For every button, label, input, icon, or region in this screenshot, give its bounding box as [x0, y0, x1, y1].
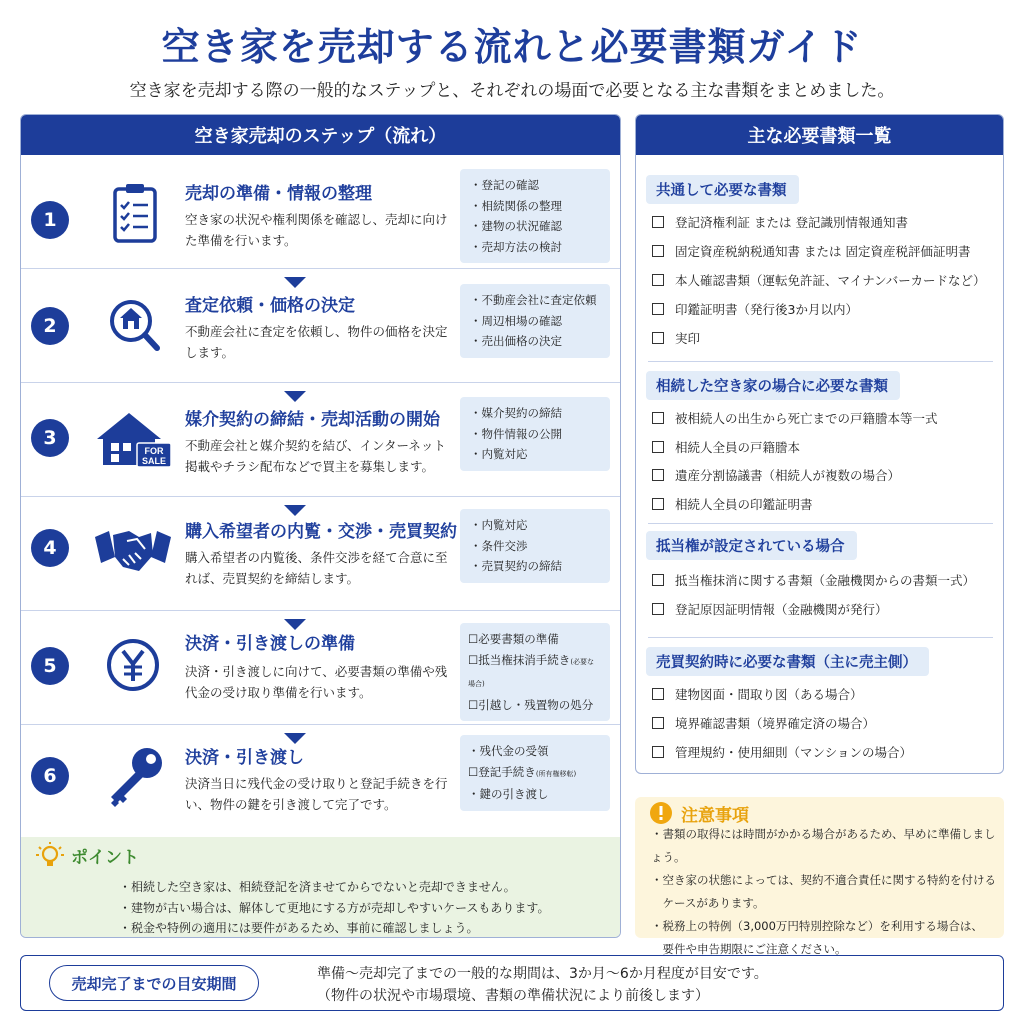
- flow-arrow: [284, 505, 306, 516]
- lightbulb-icon: [35, 841, 65, 871]
- clipboard-checklist-icon: [93, 181, 173, 247]
- handshake-icon: [93, 519, 173, 585]
- checklist-item: ・条件交渉: [470, 538, 528, 553]
- steps-panel: [20, 114, 621, 938]
- step-number: 2: [31, 307, 69, 345]
- doc-checkbox-item[interactable]: [652, 213, 908, 231]
- step-5: [21, 611, 620, 725]
- point-item: ・相続した空き家は、相続登記を済ませてからでないと売却できません。: [119, 880, 516, 894]
- doc-item-label: 固定資産税納税通知書 または 固定資産税評価証明書: [675, 244, 971, 259]
- documents-panel: [635, 114, 1004, 774]
- step-checklist: [460, 397, 610, 471]
- step-number: 1: [31, 201, 69, 239]
- divider: [648, 523, 993, 524]
- checklist-item: ・内覧対応: [470, 518, 528, 532]
- point-list: [119, 877, 549, 938]
- checklist-item: ・物件情報の公開: [470, 426, 562, 441]
- step-title: 決済・引き渡し: [185, 748, 304, 768]
- house-magnifier-icon: [93, 291, 173, 357]
- checklist-item: ・鍵の引き渡し: [468, 787, 549, 801]
- step-checklist: [460, 169, 610, 263]
- warning-icon: [649, 801, 673, 825]
- checkbox-icon[interactable]: [652, 245, 664, 257]
- checklist-item-note: (必要な場合): [468, 657, 595, 688]
- page-title: 空き家を売却する流れと必要書類ガイド: [161, 25, 863, 69]
- doc-checkbox-item[interactable]: [652, 242, 970, 260]
- checkbox-icon[interactable]: [652, 332, 664, 344]
- step-title: 媒介契約の締結・売却活動の開始: [185, 410, 440, 430]
- checkbox-icon[interactable]: [652, 412, 664, 424]
- checkbox-icon[interactable]: [652, 441, 664, 453]
- checkbox-icon[interactable]: [652, 688, 664, 700]
- doc-item-label: 印鑑証明書（発行後3か月以内）: [675, 302, 858, 317]
- checkbox-icon[interactable]: [652, 469, 664, 481]
- doc-checkbox-item[interactable]: [652, 685, 863, 703]
- caution-line: ・書類の取得には時間がかかる場合があるため、早めに準備しましょう。: [651, 827, 996, 864]
- checklist-item: ・建物の状況確認: [470, 219, 562, 233]
- sign-text-top: FOR: [144, 446, 164, 456]
- point-item: ・税金や特例の適用には要件があるため、事前に確認しましょう。: [119, 921, 479, 935]
- checklist-item: [468, 762, 600, 785]
- caution-line: 要件や申告期限にご注意ください。: [651, 942, 847, 956]
- flow-arrow: [284, 391, 306, 402]
- checkbox-icon[interactable]: [652, 717, 664, 729]
- doc-item-label: 登記原因証明情報（金融機関が発行）: [675, 602, 888, 617]
- checklist-item: ・相続関係の整理: [470, 198, 562, 213]
- divider: [648, 361, 993, 362]
- caution-line: ・税務上の特例（3,000万円特別控除など）を利用する場合は、: [651, 919, 983, 933]
- doc-item-label: 建物図面・間取り図（ある場合）: [675, 687, 863, 702]
- timeline-text: [317, 963, 768, 1007]
- step-description: 決済当日に残代金の受け取りと登記手続きを行い、物件の鍵を引き渡して完了です。: [185, 776, 448, 812]
- flow-arrow: [284, 619, 306, 630]
- house-for-sale-icon: [93, 409, 173, 475]
- checklist-item: ・売買契約の締結: [470, 559, 562, 573]
- doc-checkbox-item[interactable]: [652, 714, 875, 732]
- checkbox-icon[interactable]: [652, 746, 664, 758]
- doc-checkbox-item[interactable]: [652, 409, 938, 427]
- checkbox-icon[interactable]: [652, 498, 664, 510]
- checklist-item-text: ☐登記手続き: [468, 764, 536, 779]
- divider: [648, 637, 993, 638]
- timeline-line: （物件の状況や市場環境、書類の準備状況により前後します）: [317, 988, 709, 1004]
- doc-item-label: 登記済権利証 または 登記識別情報通知書: [675, 215, 908, 230]
- steps-panel-heading: 空き家売却のステップ（流れ）: [21, 115, 620, 155]
- checkbox-icon[interactable]: [652, 603, 664, 615]
- checkbox-icon[interactable]: [652, 574, 664, 586]
- step-description: 不動産会社と媒介契約を結び、インターネット掲載やチラシ配布などで買主を募集します。: [185, 438, 446, 474]
- step-checklist: [460, 735, 610, 811]
- checkbox-icon[interactable]: [652, 303, 664, 315]
- sign-text-bottom: SALE: [141, 456, 167, 466]
- step-number: 6: [31, 757, 69, 795]
- step-6: [21, 725, 620, 839]
- step-title: 査定依頼・価格の決定: [185, 296, 355, 316]
- point-section: [21, 837, 621, 938]
- checklist-item: ・周辺相場の確認: [470, 313, 562, 328]
- doc-item-label: 境界確認書類（境界確定済の場合）: [675, 716, 876, 731]
- checklist-item: [468, 650, 600, 695]
- doc-item-label: 実印: [675, 331, 701, 346]
- checklist-item: ・媒介契約の締結: [470, 406, 562, 420]
- timeline-label: 売却完了までの目安期間: [49, 965, 259, 1001]
- key-icon: [93, 743, 173, 809]
- checklist-item: ☐引越し・残置物の処分: [468, 697, 594, 712]
- doc-checkbox-item[interactable]: [652, 600, 888, 618]
- step-title: 購入希望者の内覧・交渉・売買契約: [185, 522, 457, 542]
- timeline-line: 準備〜売却完了までの一般的な期間は、3か月〜6か月程度が目安です。: [317, 966, 768, 982]
- checklist-item: ・残代金の受領: [468, 744, 549, 758]
- doc-section-tag: 売買契約時に必要な書類（主に売主側）: [646, 647, 929, 676]
- step-checklist: [460, 509, 610, 583]
- doc-section-tag: 共通して必要な書類: [646, 175, 799, 204]
- caution-box: [635, 797, 1004, 956]
- doc-item-label: 被相続人の出生から死亡までの戸籍謄本等一式: [675, 411, 938, 426]
- doc-section-tag: 抵当権が設定されている場合: [646, 531, 857, 560]
- caution-line: ・空き家の状態によっては、契約不適合責任に関する特約を付ける: [651, 873, 996, 887]
- step-number: 3: [31, 419, 69, 457]
- checklist-item: ・不動産会社に査定依頼: [470, 293, 597, 307]
- doc-item-label: 本人確認書類（運転免許証、マイナンバーカードなど）: [675, 273, 986, 288]
- doc-checkbox-item[interactable]: [652, 466, 900, 484]
- documents-panel-heading: 主な必要書類一覧: [636, 115, 1003, 155]
- point-title: ポイント: [71, 848, 139, 868]
- doc-checkbox-item[interactable]: [652, 438, 800, 456]
- flow-arrow: [284, 733, 306, 744]
- doc-checkbox-item[interactable]: [652, 271, 986, 289]
- checklist-item-text: ☐抵当権抹消手続き: [468, 652, 571, 667]
- checklist-item: ・登記の確認: [470, 178, 539, 192]
- checklist-item: ・内覧対応: [470, 447, 528, 461]
- doc-item-label: 相続人全員の印鑑証明書: [675, 497, 813, 512]
- checklist-item: ・売却方法の検討: [470, 239, 562, 254]
- step-checklist: [460, 284, 610, 358]
- checklist-item: ☐必要書類の準備: [468, 632, 559, 646]
- checkbox-icon[interactable]: [652, 274, 664, 286]
- doc-checkbox-item[interactable]: [652, 743, 912, 761]
- doc-checkbox-item[interactable]: [652, 329, 700, 347]
- step-description: 空き家の状況や権利関係を確認し、売却に向けた準備を行います。: [185, 212, 448, 248]
- doc-checkbox-item[interactable]: [652, 495, 813, 513]
- doc-checkbox-item[interactable]: [652, 300, 858, 318]
- doc-item-label: 相続人全員の戸籍謄本: [675, 440, 801, 455]
- step-2: [21, 269, 620, 383]
- step-number: 5: [31, 647, 69, 685]
- caution-line: ケースがあります。: [651, 896, 765, 910]
- doc-item-label: 管理規約・使用細則（マンションの場合）: [675, 745, 912, 760]
- checklist-item-note: (所有権移転): [535, 769, 577, 778]
- step-4: [21, 497, 620, 611]
- step-3: [21, 383, 620, 497]
- point-item: ・建物が古い場合は、解体して更地にする方が売却しやすいケースもあります。: [119, 900, 550, 915]
- doc-checkbox-item[interactable]: [652, 571, 975, 589]
- steps-list: [21, 155, 620, 839]
- checkbox-icon[interactable]: [652, 216, 664, 228]
- checklist-item: ・売出価格の決定: [470, 334, 562, 348]
- page-subtitle: 空き家を売却する際の一般的なステップと、それぞれの場面で必要となる主な書類をまとめました。: [129, 81, 895, 101]
- doc-section-tag: 相続した空き家の場合に必要な書類: [646, 371, 900, 400]
- caution-title: 注意事項: [681, 806, 749, 826]
- step-title: 売却の準備・情報の整理: [185, 184, 372, 204]
- step-description: 購入希望者の内覧後、条件交渉を経て合意に至れば、売買契約を締結します。: [185, 550, 448, 586]
- flow-arrow: [284, 277, 306, 288]
- step-1: [21, 155, 620, 269]
- step-description: 決済・引き渡しに向けて、必要書類の準備や残代金の受け取り準備を行います。: [185, 664, 448, 700]
- step-checklist: [460, 623, 610, 721]
- timeline-bar: [20, 955, 1004, 1011]
- step-title: 決済・引き渡しの準備: [185, 634, 355, 654]
- yen-coin-icon: [93, 631, 173, 697]
- doc-item-label: 遺産分割協議書（相続人が複数の場合）: [675, 468, 901, 483]
- doc-item-label: 抵当権抹消に関する書類（金融機関からの書類一式）: [675, 573, 976, 588]
- caution-list: [651, 823, 1004, 961]
- step-number: 4: [31, 529, 69, 567]
- step-description: 不動産会社に査定を依頼し、物件の価格を決定します。: [185, 324, 448, 360]
